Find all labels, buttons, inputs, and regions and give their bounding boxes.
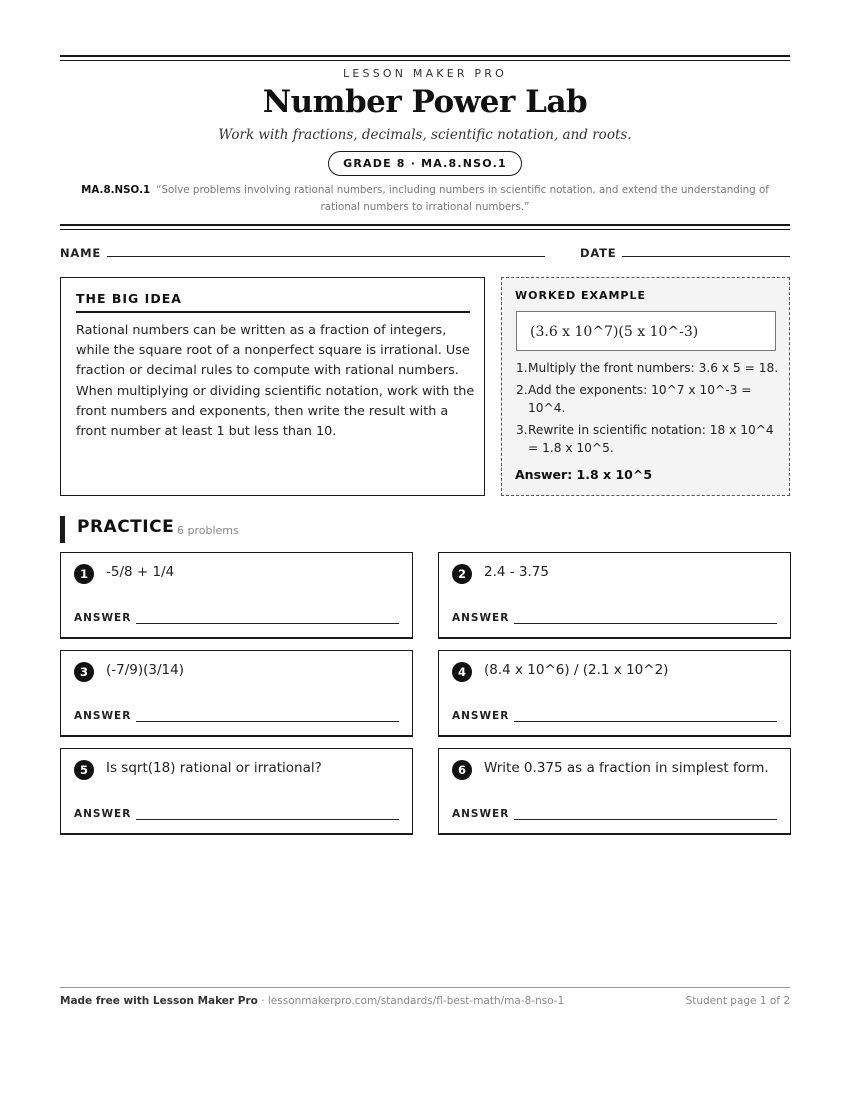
answer-label: ANSWER [74, 808, 132, 820]
worked-example-steps [510, 359, 784, 461]
step-text: Multiply the front numbers: 3.6 x 5 = 18. [528, 361, 779, 375]
problem-number-badge: 2 [452, 564, 472, 584]
brand-name: LESSON MAKER PRO [343, 67, 507, 80]
footer-made-with: Made free with Lesson Maker Pro [60, 995, 258, 1007]
footer-url: · lessonmakerpro.com/standards/fl-best-math/ma-8-nso-1 [257, 995, 565, 1007]
page-subtitle: Work with fractions, decimals, scientific notation, and roots. [218, 127, 632, 143]
grade-badge-row [60, 151, 790, 176]
step-number: 1. [516, 361, 528, 375]
step-number: 2. [516, 383, 528, 397]
step-text: Add the exponents: 10^7 x 10^-3 = 10^4. [528, 383, 752, 415]
step-text: Rewrite in scientific notation: 18 x 10^4 = 1.8 x 10^5. [528, 423, 774, 455]
grade-badge: GRADE 8 · MA.8.NSO.1 [328, 151, 522, 176]
worksheet-page [60, 0, 790, 1100]
answer-label: ANSWER [74, 710, 132, 722]
date-field[interactable] [622, 256, 790, 257]
problem-number-badge: 4 [452, 662, 472, 682]
practice-accent-bar [60, 516, 65, 543]
practice-count: 6 problems [177, 524, 239, 537]
page-title: Number Power Lab [262, 84, 588, 120]
footer-page-number: Student page 1 of 2 [685, 995, 790, 1007]
standard-code: MA.8.NSO.1 [81, 184, 151, 196]
problem-card [60, 748, 413, 834]
worked-example-expression: (3.6 x 10^7)(5 x 10^-3) [516, 311, 776, 351]
problem-text: Write 0.375 as a fraction in simplest form. [484, 760, 769, 776]
answer-field[interactable] [514, 819, 777, 820]
standard-statement [60, 182, 790, 215]
answer-label: ANSWER [452, 710, 510, 722]
problem-card [438, 552, 791, 638]
footer-rule [60, 987, 790, 988]
worked-example-answer: Answer: 1.8 x 10^5 [515, 467, 653, 482]
problem-text: (-7/9)(3/14) [106, 662, 184, 678]
problem-card [60, 650, 413, 736]
standard-text: “Solve problems involving rational numbers, including numbers in scientific notation, and extend the understanding of rational numbers to irrational numbers.” [156, 184, 769, 213]
answer-field[interactable] [514, 623, 777, 624]
answer-field[interactable] [136, 623, 399, 624]
big-idea-heading: THE BIG IDEA [76, 291, 470, 313]
worked-step [510, 381, 784, 417]
problem-text: 2.4 - 3.75 [484, 564, 549, 580]
answer-field[interactable] [136, 721, 399, 722]
problem-text: Is sqrt(18) rational or irrational? [106, 760, 322, 776]
step-number: 3. [516, 423, 528, 437]
answer-field[interactable] [136, 819, 399, 820]
answer-label: ANSWER [452, 808, 510, 820]
worked-example-box [501, 277, 790, 496]
practice-heading: PRACTICE [77, 517, 175, 537]
worked-example-heading: WORKED EXAMPLE [515, 289, 646, 302]
answer-label: ANSWER [452, 612, 510, 624]
name-label: NAME [60, 246, 102, 260]
worked-step [510, 359, 784, 377]
answer-field[interactable] [514, 721, 777, 722]
footer-credit [60, 995, 564, 1007]
problem-card [60, 552, 413, 638]
problem-number-badge: 1 [74, 564, 94, 584]
problem-card [438, 650, 791, 736]
worked-step [510, 421, 784, 457]
header-bottom-rule [60, 224, 790, 230]
problem-text: -5/8 + 1/4 [106, 564, 175, 580]
problem-number-badge: 5 [74, 760, 94, 780]
answer-label: ANSWER [74, 612, 132, 624]
problem-number-badge: 3 [74, 662, 94, 682]
top-double-rule [60, 55, 790, 61]
big-idea-text: Rational numbers can be written as a fraction of integers, while the square root of a nonperfect square is irrational. Use fraction or decimal rules to compute with rational numbers. When multiplying or dividing scientific notation, work with the front numbers and exponents, then write the result with a front number at least 1 but less than 10. [76, 323, 475, 440]
big-idea-box [60, 277, 485, 496]
problem-card [438, 748, 791, 834]
name-field[interactable] [107, 256, 545, 257]
problem-text: (8.4 x 10^6) / (2.1 x 10^2) [484, 662, 669, 678]
date-label: DATE [580, 246, 617, 260]
problem-number-badge: 6 [452, 760, 472, 780]
